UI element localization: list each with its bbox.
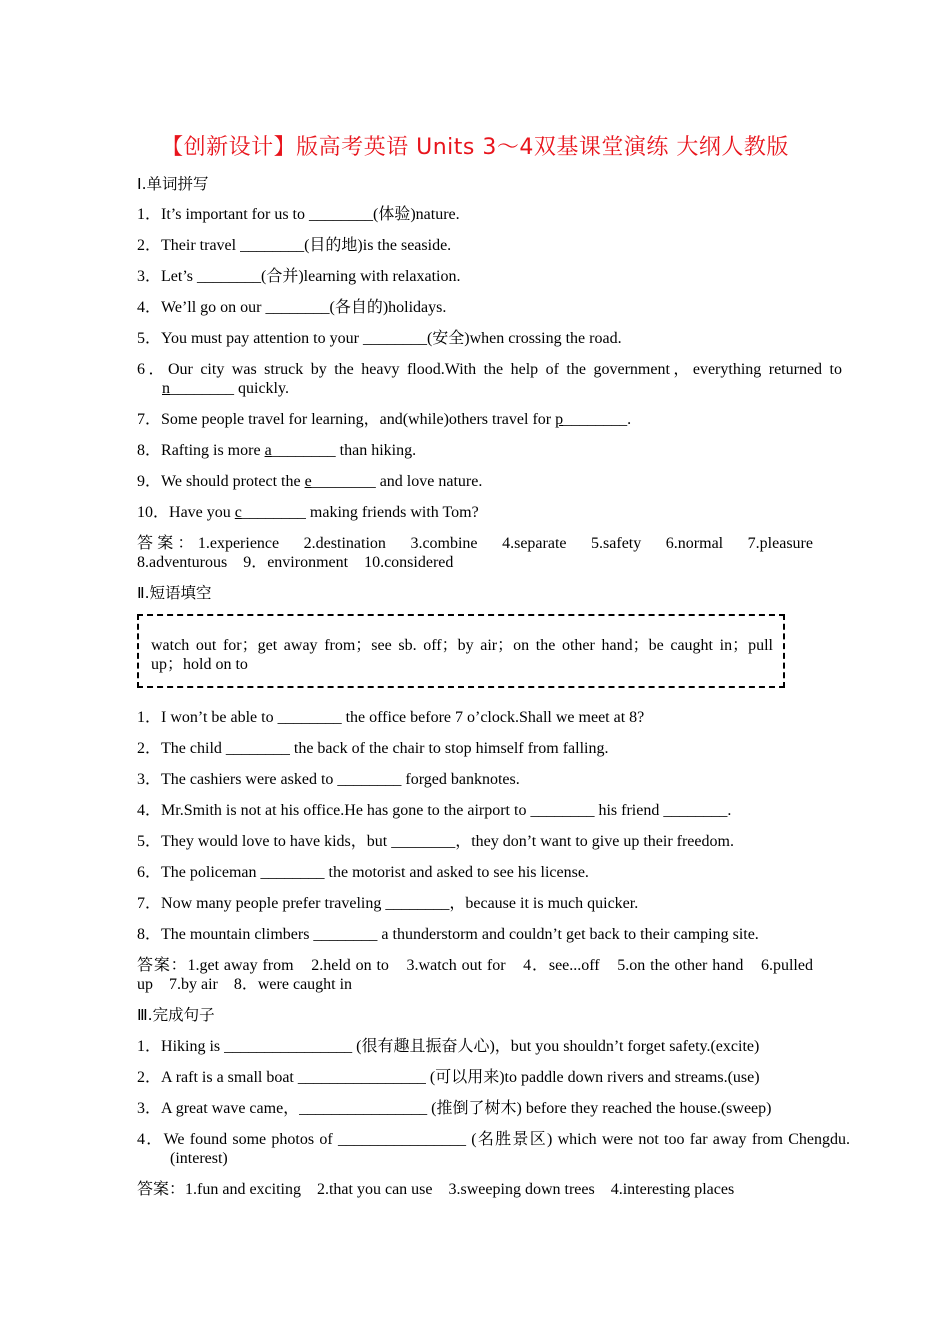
list-item: 6．The policeman ________ the motorist and asked to see his license. <box>137 864 589 881</box>
list-item: 2．A raft is a small boat ________________ (可以用来)to paddle down rivers and streams.(use) <box>137 1069 760 1086</box>
page-title: 【创新设计】版高考英语 Units 3～4双基课堂演练 大纲人教版 <box>161 135 789 160</box>
list-item: 4．We found some photos of ________________ (名胜景区) which were not too far away from Chengdu.(interest) <box>137 1131 850 1167</box>
list-item: 3．A great wave came，________________ (推倒了树木) before they reached the house.(sweep) <box>137 1100 772 1117</box>
list-item: 7．Now many people prefer traveling ________，because it is much quicker. <box>137 895 639 912</box>
section-heading-2: Ⅱ.短语填空 <box>137 584 212 602</box>
section-heading-3: Ⅲ.完成句子 <box>137 1006 215 1024</box>
list-item: 4．We’ll go on our ________(各自的)holidays. <box>137 299 447 316</box>
list-item: 1．I won’t be able to ________ the office before 7 o’clock.Shall we meet at 8? <box>137 709 645 726</box>
phrase-list: watch out for；get away from；see sb. off；by air；on the other hand；be caught in；pull up；hold on to <box>151 637 773 673</box>
list-item: 5．You must pay attention to your ________(安全)when crossing the road. <box>137 330 622 347</box>
list-item: 8．The mountain climbers ________ a thunderstorm and couldn’t get back to their camping site. <box>137 926 759 943</box>
list-item: 2．The child ________ the back of the chair to stop himself from falling. <box>137 740 609 757</box>
list-item: 2．Their travel ________(目的地)is the seaside. <box>137 237 452 254</box>
list-item: 1．Hiking is ________________ (很有趣且振奋人心)，but you shouldn’t forget safety.(excite) <box>137 1038 760 1055</box>
list-item: 10．Have you c________ making friends with Tom? <box>137 504 479 521</box>
answer-block-3: 答案：1.fun and exciting 2.that you can use 3.sweeping down trees 4.interesting places <box>137 1181 735 1198</box>
list-item: 9．We should protect the e________ and love nature. <box>137 473 483 490</box>
list-item: 4．Mr.Smith is not at his office.He has gone to the airport to ________ his friend ________. <box>137 802 732 819</box>
answer-block-1: 答案：1.experience 2.destination 3.combine 4.separate 5.safety 6.normal 7.pleasure 8.adventurous 9．environment 10.considered <box>137 535 830 571</box>
section-heading-1: Ⅰ.单词拼写 <box>137 175 209 193</box>
list-item: 3．Let’s ________(合并)learning with relaxation. <box>137 268 461 285</box>
phrase-box <box>137 614 785 688</box>
list-item: 5．They would love to have kids，but ________，they don’t want to give up their freedom. <box>137 833 734 850</box>
list-item: 7．Some people travel for learning，and(while)others travel for p________. <box>137 411 632 428</box>
list-item: 3．The cashiers were asked to ________ forged banknotes. <box>137 771 520 788</box>
answer-block-2: 答案：1.get away from 2.held on to 3.watch out for 4．see...off 5.on the other hand 6.pulled up 7.by air 8．were caught in <box>137 957 813 993</box>
list-item: 1．It’s important for us to ________(体验)nature. <box>137 206 460 223</box>
list-item: 6．Our city was struck by the heavy flood.With the help of the government，everything returned to n________ quickly. <box>137 361 842 397</box>
list-item: 8．Rafting is more a________ than hiking. <box>137 442 417 459</box>
